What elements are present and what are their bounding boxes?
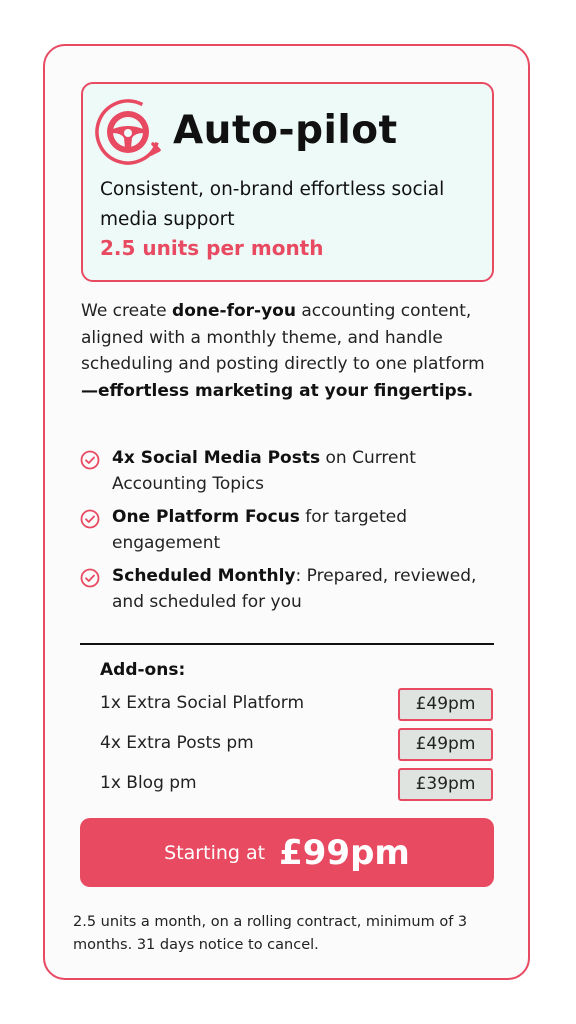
description-bold: done-for-you (172, 301, 296, 321)
feature-item (80, 446, 500, 497)
contract-footnote: 2.5 units a month, on a rolling contract, minimum of 3 months. 31 days notice to cancel. (73, 914, 468, 953)
feature-text: for targeted engagement (112, 507, 408, 553)
addon-row (100, 768, 493, 802)
feature-title: Scheduled Monthly (112, 566, 296, 586)
starting-price-button[interactable] (80, 818, 494, 887)
addon-price: £49pm (398, 688, 493, 721)
section-divider (80, 643, 494, 645)
addon-price: £39pm (398, 768, 493, 801)
addon-label: 1x Blog pm (100, 773, 197, 793)
plan-subtitle: Consistent, on-brand effortless social media support (100, 179, 445, 230)
addons-title: Add-ons: (100, 660, 186, 680)
addon-price: £49pm (398, 728, 493, 761)
cta-price: £99pm (279, 832, 410, 873)
check-circle-icon (80, 568, 100, 588)
plan-units: 2.5 units per month (100, 236, 324, 260)
description-text: We create (81, 301, 173, 321)
check-circle-icon (80, 450, 100, 470)
steering-wheel-icon (93, 96, 165, 168)
description-bold: —effortless marketing at your fingertips. (81, 380, 474, 401)
plan-description (81, 298, 501, 404)
feature-item (80, 505, 500, 556)
feature-title: One Platform Focus (112, 507, 300, 527)
addon-label: 4x Extra Posts pm (100, 733, 254, 753)
feature-title: 4x Social Media Posts (112, 448, 321, 468)
check-circle-icon (80, 509, 100, 529)
addon-row (100, 728, 493, 762)
addon-row (100, 688, 493, 722)
description-text: accounting content, aligned with a monthly theme, and handle scheduling and posting directly to one platform (81, 301, 485, 374)
feature-text: : Prepared, reviewed, and scheduled for you (112, 566, 477, 612)
cta-lead-text: Starting at (164, 841, 266, 864)
feature-text: on Current Accounting Topics (112, 448, 416, 494)
plan-title: Auto-pilot (173, 108, 398, 153)
feature-list (80, 446, 500, 623)
feature-item (80, 564, 500, 615)
addon-label: 1x Extra Social Platform (100, 693, 305, 713)
